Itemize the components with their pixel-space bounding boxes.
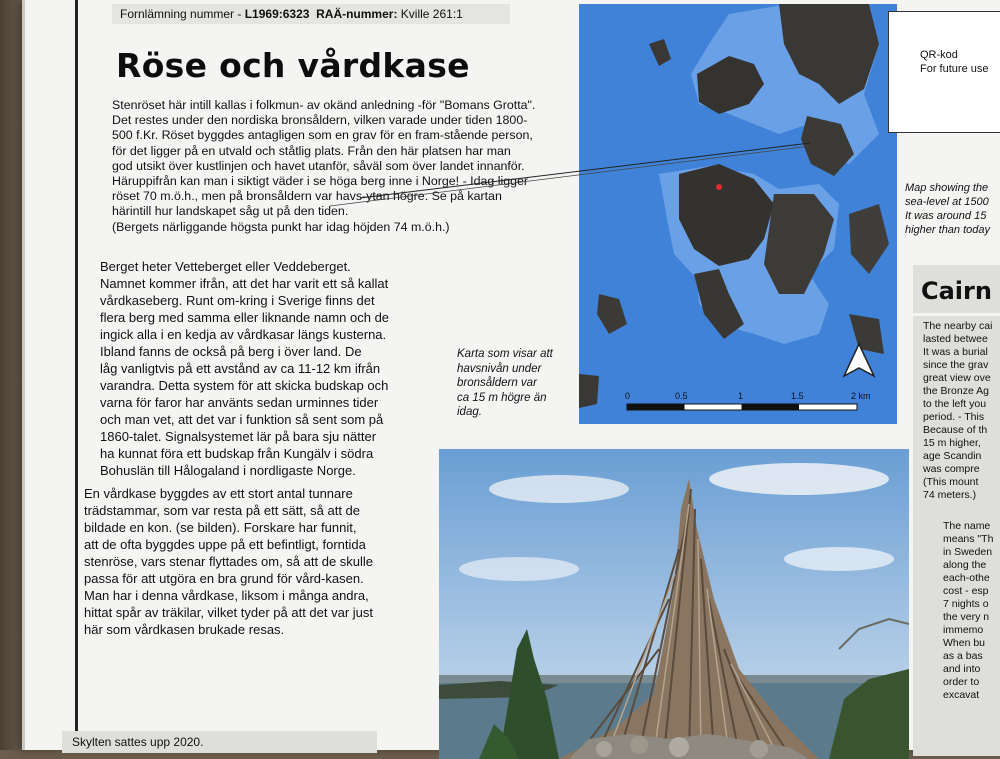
text-line: varandra. Detta system för att skicka budskap och	[100, 378, 389, 393]
text-line: vårdkaseberg. Runt om-kring i Sverige finns det	[100, 293, 375, 308]
text-line: excavat	[943, 689, 980, 701]
installation-year-footer: Skylten sattes upp 2020.	[62, 731, 377, 753]
caption-line: sea-level at 1500	[905, 196, 989, 208]
scale-tick-label: 0	[625, 391, 631, 401]
text-line: flera berg med samma eller liknande namn och de	[100, 310, 390, 325]
text-line: god utsikt över kustlinjen och havet utanför, såväl som över landet innanför.	[112, 158, 525, 173]
caption-line: higher than today	[905, 224, 991, 236]
caption-line: havsnivån under	[457, 362, 542, 375]
text-line: trädstammar, som var resta på ett sätt, så att de	[84, 503, 361, 518]
caption-line: Karta som visar att	[457, 348, 553, 360]
intro-paragraph	[112, 98, 535, 235]
text-line: cost - esp	[943, 585, 989, 597]
text-line: för det ligger på en utvald och ståtlig plats. Från den här platsen har man	[112, 143, 511, 158]
map-caption-swedish	[457, 347, 553, 420]
qr-line: For future use	[920, 63, 989, 75]
site-number-label: Fornlämning nummer -	[120, 7, 245, 21]
site-id-header	[112, 4, 510, 24]
text-line: each-othe	[943, 572, 990, 584]
cairn-location-marker	[716, 184, 722, 190]
text-line: 7 nights o	[943, 598, 989, 610]
text-line: age Scandin	[923, 450, 982, 462]
english-text-panel	[913, 316, 1000, 756]
raa-label: RAÄ-nummer:	[316, 7, 398, 21]
text-line: stenröse, vars stenar flyttades om, så att de skulle	[84, 554, 374, 569]
text-line: in Sweden	[943, 546, 993, 558]
scale-tick-label: 0.5	[675, 391, 688, 401]
text-line: lasted betwee	[923, 333, 988, 345]
text-line: immemo	[943, 624, 984, 636]
text-line: här som vårdkasen brukade resas.	[84, 622, 285, 637]
text-line: was compre	[923, 463, 980, 475]
text-line: The nearby cai	[923, 320, 993, 332]
beacon-construction-paragraph	[84, 485, 373, 638]
text-line: Man har i denna vårdkase, liksom i många andra,	[84, 588, 369, 603]
text-line: Namnet kommer ifrån, att det har varit ett så kallat	[100, 276, 389, 291]
text-line: passa för att utgöra en bra grund för vård-kasen.	[84, 571, 364, 586]
raa-number: Kville 261:1	[400, 7, 463, 21]
caption-line: bronsåldern var	[457, 377, 537, 389]
caption-line: idag.	[457, 406, 482, 418]
text-line: and into	[943, 663, 981, 675]
text-line: 1860-talet. Signalsystemet lär på bara sju nätter	[100, 429, 377, 444]
caption-line: ca 15 m högre än	[457, 391, 547, 404]
text-line: ingick alla i en kedja av vårdkasar längs kusterna.	[100, 327, 387, 342]
sign-frame-edge	[75, 0, 78, 750]
text-line: order to	[943, 676, 980, 688]
english-section-title-box	[913, 265, 1000, 313]
text-line: Det restes under den nordiska bronsåldern, vilken varade under tiden 1800-	[112, 113, 528, 128]
text-line: to the left you	[923, 398, 987, 410]
text-line: varna för faror har använts sedan urminnes tider	[100, 395, 379, 410]
scale-tick-label: 1.5	[791, 391, 804, 401]
qr-placeholder-text	[920, 48, 988, 76]
site-number: L1969:6323	[244, 7, 310, 21]
text-line: the Bronze Ag	[923, 385, 989, 397]
caption-line: It was around 15	[905, 210, 987, 222]
text-line: Häruppifrån kan man i siktigt väder i se höga berg inne i Norge! - Idag ligger	[112, 174, 528, 189]
scale-tick-label: 2 km	[851, 391, 871, 401]
text-line: Ibland fanns de också på berg i över land. De	[100, 344, 362, 359]
text-line: härintill hur landskapet såg ut på den tiden.	[112, 204, 349, 219]
scale-tick-label: 1	[738, 391, 744, 401]
text-line: (This mount	[923, 476, 979, 488]
text-line: 500 f.Kr. Röset byggdes antagligen som en grav för en fram-stående person,	[112, 128, 533, 143]
text-line: 74 meters.)	[923, 489, 977, 501]
qr-line: QR-kod	[920, 49, 958, 61]
text-line: och man vet, att det var i funktion så sent som på	[100, 412, 384, 427]
text-line: great view ove	[923, 372, 991, 384]
text-line: along the	[943, 559, 987, 571]
text-line: When bu	[943, 637, 986, 649]
beacon-photo	[439, 449, 909, 759]
text-line: En vårdkase byggdes av ett stort antal tunnare	[84, 486, 353, 501]
text-line: Berget heter Vetteberget eller Veddeberget.	[100, 259, 351, 274]
text-line: bildade en kon. (se bilden). Forskare har funnit,	[84, 520, 357, 535]
text-line: röset 70 m.ö.h., men på bronsåldern var havs-ytan högre. Se på kartan	[112, 189, 502, 204]
text-line: att de ofta byggdes uppe på ett befintligt, forntida	[84, 537, 366, 552]
beacon-hill-paragraph	[100, 258, 389, 479]
text-line: as a bas	[943, 650, 983, 662]
map-graphic	[579, 4, 897, 424]
text-line: since the grav	[923, 359, 989, 371]
text-line: hittat spår av träkilar, vilket tyder på att det var just	[84, 605, 374, 620]
text-line: ha kunnat föra ett budskap från Kungälv i södra	[100, 446, 374, 461]
text-line: låg vanligtvis på ett avstånd av ca 11-12 km ifrån	[100, 361, 381, 376]
english-section-title: Cairn	[921, 277, 992, 305]
text-line: The name	[943, 520, 991, 532]
text-line: 15 m higher,	[923, 437, 981, 449]
text-line: period. - This	[923, 411, 985, 423]
text-line: Stenröset här intill kallas i folkmun- av okänd anledning -för "Bomans Grotta".	[112, 98, 536, 112]
text-line: means "Th	[943, 533, 994, 545]
map-caption-english	[905, 181, 990, 237]
text-line: (Bergets närliggande högsta punkt har idag höjden 74 m.ö.h.)	[112, 219, 450, 234]
text-line: It was a burial	[923, 346, 988, 358]
caption-line: Map showing the	[905, 182, 989, 194]
text-line: Because of th	[923, 424, 988, 436]
page-title: Röse och vårdkase	[116, 46, 470, 85]
bronze-age-sea-level-map	[579, 4, 897, 424]
text-line: Bohuslän till Hålogaland i nordligaste Norge.	[100, 463, 356, 478]
beacon-photo-graphic	[439, 449, 909, 759]
text-line: the very n	[943, 611, 990, 623]
